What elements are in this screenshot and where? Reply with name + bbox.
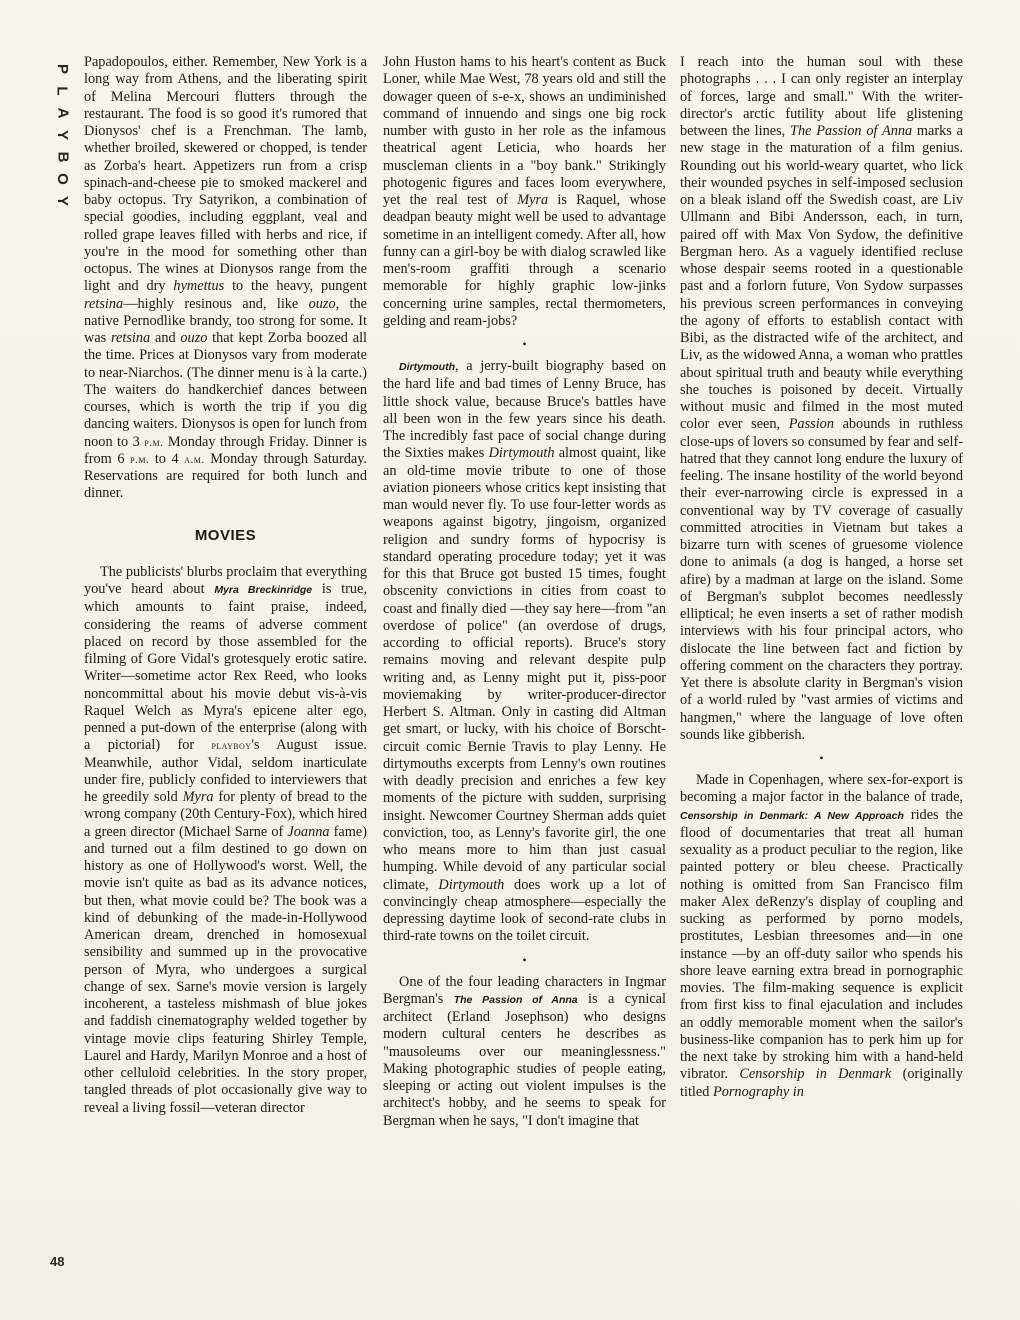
column-3 xyxy=(680,54,963,1101)
text-run: p.m. xyxy=(130,451,150,466)
text-run: playboy xyxy=(211,738,252,753)
text-run: almost quaint, like an old-time movie tribute to one of those aviation pioneers whose critics kept insisting that man would never fly. To use four-letter words as weapons against bigotry, jingoism, organized religion and sundry forms of hypocrisy is standard operating procedure today; yet it was for this that Bruce got busted 15 times, fought obscenity convictions in cities from coast to coast and finally died —they say here—from "an overdose of police" (an overdose of drugs, according to official reports). Bruce's story remains moving and relevant despite pulp writing and, as Lenny might put it, piss-poor moviemaking by writer-producer-director Herbert S. Altman. Only in casting did Altman get smart, or lucky, with his choice of Borscht-circuit comic Bernie Travis to play Lenny. He dirtymouths excerpts from Lenny's own routines with deadly precision and enriches a few key moments of the picture with sudden, surprising insight. Newcomer Courtney Sherman adds quiet conviction, too, as Lenny's favorite girl, the one who means more to him than just casual humping. While devoid of any particular social climate, xyxy=(383,445,666,893)
magazine-name-letter: B xyxy=(54,151,71,163)
magazine-name-letter: O xyxy=(53,173,71,185)
text-run: Joanna xyxy=(287,823,330,840)
text-run: marks a new stage in the maturation of a film genius. Rounding out his world-weary quartet, who lick their wounded psyches in self-imposed seclusion on a bleak island off the Swedish coast, are Liv Ullmann and Bibi Andersson, each, in turn, paired off with Max Von Sydow, the definitive Bergman hero. As a vaguely identified recluse whose despair seems rooted in a questionable past and a forlorn future, Von Sydow surpasses his previous screen performances in conveying the agony of efforts to establish contact with Bibi, as the distracted wife of the architect, and Liv, as the widowed Anna, a woman who prattles about spiritual truth and beauty while everything she touches is poisoned by deceit. Virtually without music and filmed in the most muted color ever seen, xyxy=(680,123,963,433)
text-run: Dirtymouth xyxy=(438,876,505,893)
text-run: Myra xyxy=(182,789,214,805)
text-run: Censorship in Denmark xyxy=(739,1066,892,1083)
text-run: a.m. xyxy=(184,451,205,466)
magazine-name-letter: L xyxy=(53,86,71,96)
magazine-name-letter: P xyxy=(53,63,71,75)
text-run: is a cynical architect (Erland Josephson) who designs modern cultural centers he describes as "mausoleums over our meaninglessness." Making photographic studies of people eating, sleeping or acting out violent impulses is the architect's hobby, and he seems to speak for Bergman when he says, "I don't imagine that xyxy=(383,990,666,1129)
text-run: Monday through Saturday. Reservations are required for both lunch and dinner. xyxy=(84,450,367,502)
text-run: Myra xyxy=(517,192,549,208)
page-number: 48 xyxy=(50,1254,65,1269)
magazine-name-letter: Y xyxy=(53,129,71,141)
text-run: does work up a lot of convincingly cheap atmosphere—especially the depressing daytime look of second-rate clubs in third-rate towns on the toilet circuit. xyxy=(383,876,666,945)
text-run: Censorship in Denmark: A New Approach xyxy=(680,809,904,822)
text-run: (originally titled xyxy=(680,1066,963,1100)
text-run: ouzo xyxy=(308,295,336,312)
text-run: One of the four leading characters in Ingmar Bergman's xyxy=(383,973,666,1007)
text-run: abounds in ruthless close-ups of lovers so consumed by fear and self-hatred that they cannot long endure the luxury of feeling. The insane hostility of the world beyond their ever-narrowing circle is expressed in a conventional way by TV coverage of casually committed atrocities in Vietnam but takes a bizarre turn with scenes of gruesome violence done to animals (a dog is hanged, a horse set afire) by a madman at large on the island. Some of Bergman's subplot becomes needlessly elliptical; he even inserts a set of rather modish interviews with his four principal actors, who dislocate the line between fact and fiction by offering comment on the characters they portray. Yet there is absolute clarity in Bergman's vision of a world ruled by "vast armies of victims and hangmen," where the language of love often sounds like gibberish. xyxy=(680,416,963,743)
passion-review-continued xyxy=(680,54,963,744)
text-run: I reach into the human soul with these photographs . . . I can only register an interplay of forces, large and small." With the writer-director's arctic futility about life glistening between the lines, xyxy=(680,54,963,139)
text-run: retsina xyxy=(111,330,151,346)
text-run: hymettus xyxy=(173,278,225,295)
restaurant-review-continued xyxy=(84,54,367,503)
text-run: , the native Pernodlike brandy, too strong for some. It was xyxy=(84,295,367,346)
text-run: to the heavy, pungent xyxy=(224,278,368,295)
text-run: retsina xyxy=(84,295,124,312)
text-run: Myra Breckinridge xyxy=(214,584,313,596)
section-heading-movies: MOVIES xyxy=(194,526,257,544)
text-run: , a jerry-built biography based on the hard life and bad times of Lenny Bruce, has little shock value, because Bruce's battles have all been won in the few years since his death. The incredibly fast pace of social change during the Sixties makes xyxy=(383,358,666,462)
myra-breckinridge-review xyxy=(84,564,367,1117)
separator-bullet: • xyxy=(522,337,527,351)
text-run: Dirtymouth xyxy=(488,445,555,462)
magazine-name-letter: Y xyxy=(53,195,71,207)
text-run: John Huston hams to his heart's content as Buck Loner, while Mae West, 78 years old and still the dowager queen of s-e-x, shows an undiminished command of innuendo and sings one big rock number with gusto in her role as the infamous theatrical agent Leticia, who hoards her muscleman clients in a "boy bank." Strikingly photogenic figures and faces loom everywhere, yet the real test of xyxy=(383,54,666,208)
text-run: Passion xyxy=(788,416,834,433)
magazine-name-letter: A xyxy=(54,107,71,119)
text-run: Papadopoulos, either. Remember, New York is a long way from Athens, and the liberating spirit of Melina Mercouri flutters through the restaurant. The food is so good it's rumored that Dionysos' chef is a Frenchman. The lamb, whether broiled, skewered or chopped, is tender as Zorba's heart. Appetizers run from a crisp spinach-and-cheese pie to smoked mackerel and baby octopus. Try Satyrikon, a combination of special goodies, including eggplant, veal and rolled grape leaves filled with herbs and rice, if you're in the mood for something other than octopus. The wines at Dionysos range from the light and dry xyxy=(84,54,367,295)
text-run: The publicists' blurbs proclaim that everything you've heard about xyxy=(84,563,367,597)
separator-bullet: • xyxy=(522,952,527,967)
text-run: 's August issue. Meanwhile, author Vidal, seldom inarticulate under fire, publicly confided to interviewers that he greedily sold xyxy=(84,737,367,805)
censorship-in-denmark-review xyxy=(680,772,963,1101)
text-run: Made in Copenhagen, where sex-for-export is becoming a major factor in the balance of trade, xyxy=(680,772,963,806)
magazine-name-vertical xyxy=(50,58,74,212)
text-run: to 4 xyxy=(149,450,185,467)
separator-bullet: • xyxy=(819,751,824,765)
text-run: for plenty of bread to the wrong company (20th Century-Fox), which hired a green director (Michael Sarne of xyxy=(84,789,367,840)
text-run: Monday through Friday. Dinner is from 6 xyxy=(84,433,367,467)
myra-review-continued xyxy=(383,54,666,330)
text-run: The Passion of Anna xyxy=(790,123,913,139)
text-run: is true, which amounts to faint praise, indeed, considering the reams of adverse comment placed on record by those assembled for the filming of Gore Vidal's grotesquely erotic satire. Writer—sometime actor Rex Reed, who looks noncommittal about his movie debut vis-à-vis Raquel Welch as Myra's epicene alter ego, penned a put-down of the enterprise (along with a pictorial) for xyxy=(84,581,367,754)
text-run: The Passion of Anna xyxy=(453,993,578,1006)
column-1 xyxy=(84,54,367,1117)
dirtymouth-review xyxy=(383,358,666,946)
text-run: p.m. xyxy=(144,434,164,449)
text-run: —highly resinous and, like xyxy=(123,295,309,312)
column-2 xyxy=(383,54,666,1130)
text-run: and xyxy=(150,330,181,346)
text-run: that kept Zorba boozed all the time. Prices at Dionysos vary from moderate to near-Niarchos. (The dinner menu is à la carte.) The waiters do handkerchief dances between courses, which is worth the trip if you dig dancing waiters. Dionysos is open for lunch from noon to 3 xyxy=(84,330,368,450)
text-run: Pornography in xyxy=(712,1083,804,1100)
text-run: rides the flood of documentaries that treat all human sexuality as a product peculiar to the region, like painted pottery or bleu cheese. Practically nothing is omitted from San Francisco film maker Alex deRenzy's display of coupling and sucking as performed by porno models, prostitutes, Lesbian threesomes and—in one instance —by an off-duty sailor who spends his shore leave earning extra bread in pornographic movies. The film-making sequence is explicit from first kiss to final ejaculation and includes an oddly memorable moment when the sailor's business-like companion has to perk him up for the next take by stroking him with a hand-held vibrator. xyxy=(680,806,964,1083)
text-run: is Raquel, whose deadpan beauty might well be used to advantage sometime in an intelligent comedy. After all, how funny can a girl-boy be with dialog scrawled like men's-room graffiti through a scenario memorable for highly graphic low-jinks concerning urine samples, rectal thermometers, gelding and ream-jobs? xyxy=(383,192,666,329)
passion-of-anna-review xyxy=(383,974,666,1130)
text-run: ouzo xyxy=(180,330,208,346)
text-run: fame) and turned out a film destined to go down on history as one of Hollywood's worst. Well, the movie isn't quite as bad as its advance notices, but then, what movie could be? The book was a kind of debunking of the made-in-Hollywood American dream, drenched in homosexual sensibility and summed up in the provocative person of Myra, who undergoes a surgical change of sex. Sarne's movie version is largely incoherent, a tasteless mishmash of blue jokes and faddish cinematography welded together by vintage movie clips featuring Shirley Temple, Laurel and Hardy, Marilyn Monroe and a host of other celluloid celebrities. In the story proper, tangled threads of plot occasionally give way to reveal a living fossil—veteran director xyxy=(84,823,367,1116)
text-run: Dirtymouth xyxy=(399,361,455,373)
